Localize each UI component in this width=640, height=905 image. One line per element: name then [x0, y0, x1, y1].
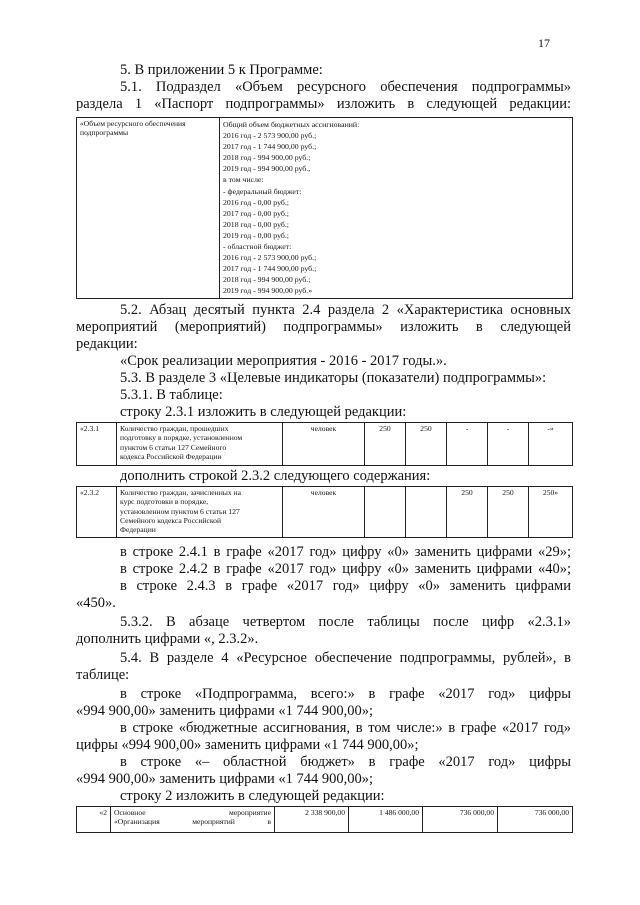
passport-right-line: 2018 год - 0,00 руб.; [223, 219, 289, 229]
subprogram-total-change-line1: в строке «Подпрограмма, всего:» в графе «2017 год» цифры [120, 686, 571, 702]
paragraph-5-1-line2: раздела 1 «Паспорт подпрограммы» изложить в следующей редакции: [76, 96, 571, 112]
paragraph-5-2-line2: мероприятий (мероприятий) подпрограммы» изложить в следующей [76, 319, 571, 335]
row-2-3-1-value-5: -» [529, 423, 573, 466]
regional-budget-change-line1: в строке «– областной бюджет» в графе «2017 год» цифры [120, 754, 571, 770]
paragraph-5-4-line2: таблице: [76, 667, 130, 683]
row-2-3-1-unit: человек [283, 423, 365, 466]
row-2-value-4: 736 000,00 [498, 807, 573, 833]
passport-table [76, 117, 573, 299]
paragraph-5-3-1: 5.3.1. В таблице: [120, 387, 223, 403]
row-2-intro: строку 2 изложить в следующей редакции: [120, 788, 385, 804]
row-2-value-2: 1 486 000,00 [349, 807, 423, 833]
row-2-3-2-value-2 [406, 487, 447, 538]
passport-right-line: 2019 год - 0,00 руб.; [223, 230, 289, 240]
row-2-3-1-desc-line: подготовку в порядке, установленном [120, 433, 243, 443]
row-2-description [111, 807, 275, 833]
passport-right-line: 2018 год - 994 900,00 руб.; [223, 153, 311, 163]
passport-right-line: Общий объем бюджетных ассигнований: [223, 120, 360, 129]
row-2-3-2-desc-line: установленном пунктом 6 статьи 127 [120, 506, 240, 516]
row-2-3-1-value-3: - [447, 423, 488, 466]
row-2-3-2-desc-line: Семейного кодекса Российской [120, 515, 222, 525]
paragraph-5-3: 5.3. В разделе 3 «Целевые индикаторы (показатели) подпрограммы»: [120, 370, 547, 386]
passport-right-line: в том числе: [223, 175, 264, 185]
row-2-3-1-desc-line: Количество граждан, прошедших [120, 424, 229, 433]
change-2-4-3-line2: «450». [76, 595, 116, 611]
paragraph-5-3-2-line1: 5.3.2. В абзаце четвертом после таблицы после цифр «2.3.1» [120, 614, 571, 630]
passport-left-line: подпрограммы [80, 128, 129, 138]
change-2-4-2: в строке 2.4.2 в графе «2017 год» цифру «0» заменить цифрами «40»; [120, 561, 571, 577]
passport-right-cell [220, 118, 573, 299]
row-2-3-2-desc-line: Федерации [120, 525, 156, 535]
paragraph-5-1-line1: 5.1. Подраздел «Объем ресурсного обеспечения подпрограммы» [120, 79, 571, 95]
passport-right-line: 2018 год - 994 900,00 руб.; [223, 275, 311, 285]
row-2-value-1: 2 338 900,00 [275, 807, 349, 833]
passport-left-cell [77, 118, 220, 299]
row-2-3-2-value-5: 250» [529, 487, 573, 538]
passport-right-line: 2016 год - 2 573 900,00 руб.; [223, 253, 317, 263]
change-2-4-1: в строке 2.4.1 в графе «2017 год» цифру «0» заменить цифрами «29»; [120, 544, 571, 560]
row-2-3-1-value-4: - [488, 423, 529, 466]
row-2-3-1-value-2: 250 [406, 423, 447, 466]
row-2-3-2-value-1 [365, 487, 406, 538]
row-2-3-1-description [117, 423, 283, 466]
row-2-3-2-desc-line: Количество граждан, зачисленных на [120, 488, 241, 497]
passport-right-line: 2016 год - 0,00 руб.; [223, 197, 289, 207]
passport-right-line: 2019 год - 994 900,00 руб.» [223, 286, 313, 296]
row-2-3-1-desc-line: пунктом 6 статьи 127 Семейного [120, 442, 227, 452]
passport-right-line: 2019 год - 994 900,00 руб., [223, 164, 311, 174]
page-number: 17 [538, 36, 550, 50]
subprogram-total-change-line2: «994 900,00» заменить цифрами «1 744 900,00»; [76, 703, 374, 719]
budget-allocations-change-line1: в строке «бюджетные ассигнования, в том числе:» в графе «2017 год» [120, 720, 571, 736]
row-2-number: «2 [77, 807, 111, 833]
passport-right-line: - федеральный бюджет: [223, 186, 302, 196]
paragraph-5-4-line1: 5.4. В разделе 4 «Ресурсное обеспечение подпрограммы, рублей», в [120, 650, 571, 666]
passport-right-line: - областной бюджет: [223, 242, 292, 252]
row-2-desc-line: «Организация мероприятий в [114, 817, 271, 827]
passport-right-line: 2017 год - 1 744 900,00 руб.; [223, 264, 317, 274]
passport-left-line: «Объем ресурсного обеспечения [80, 119, 186, 128]
row-2-3-1-table [76, 422, 573, 466]
row-2-3-1-number: «2.3.1 [77, 423, 117, 466]
paragraph-5: 5. В приложении 5 к Программе: [120, 62, 323, 78]
paragraph-5-3-2-line2: дополнить цифрами «, 2.3.2». [76, 631, 259, 647]
row-2-3-2-value-3: 250 [447, 487, 488, 538]
row-2-table [76, 806, 573, 833]
paragraph-5-2-line3: редакции: [76, 336, 138, 352]
paragraph-5-2-line1: 5.2. Абзац десятый пункта 2.4 раздела 2 «Характеристика основных [120, 302, 571, 318]
row-2-3-2-desc-line: курс подготовки в порядке, [120, 497, 209, 507]
passport-right-line: 2017 год - 1 744 900,00 руб.; [223, 142, 317, 152]
row-2-desc-line: Основное мероприятие [114, 808, 271, 817]
regional-budget-change-line2: «994 900,00» заменить цифрами «1 744 900,00»; [76, 771, 374, 787]
paragraph-5-2-quote: «Срок реализации мероприятия - 2016 - 2017 годы.». [120, 353, 447, 369]
row-2-3-1-desc-line: кодекса Российской Федерации [120, 451, 222, 461]
row-2-value-3: 736 000,00 [423, 807, 498, 833]
row-2-3-2-unit: человек [283, 487, 365, 538]
row-2-3-2-value-4: 250 [488, 487, 529, 538]
passport-right-line: 2017 год - 0,00 руб.; [223, 208, 289, 218]
passport-right-line: 2016 год - 2 573 900,00 руб.; [223, 131, 317, 141]
row-2-3-1-value-1: 250 [365, 423, 406, 466]
budget-allocations-change-line2: цифры «994 900,00» заменить цифрами «1 744 900,00»; [76, 737, 419, 753]
row-2-3-2-description [117, 487, 283, 538]
row-2-3-1-intro: строку 2.3.1 изложить в следующей редакции: [120, 404, 407, 420]
row-2-3-2-intro: дополнить строкой 2.3.2 следующего содержания: [120, 468, 431, 484]
row-2-3-2-number: «2.3.2 [77, 487, 117, 538]
change-2-4-3-line1: в строке 2.4.3 в графе «2017 год» цифру «0» заменить цифрами [120, 578, 571, 594]
row-2-3-2-table [76, 486, 573, 538]
